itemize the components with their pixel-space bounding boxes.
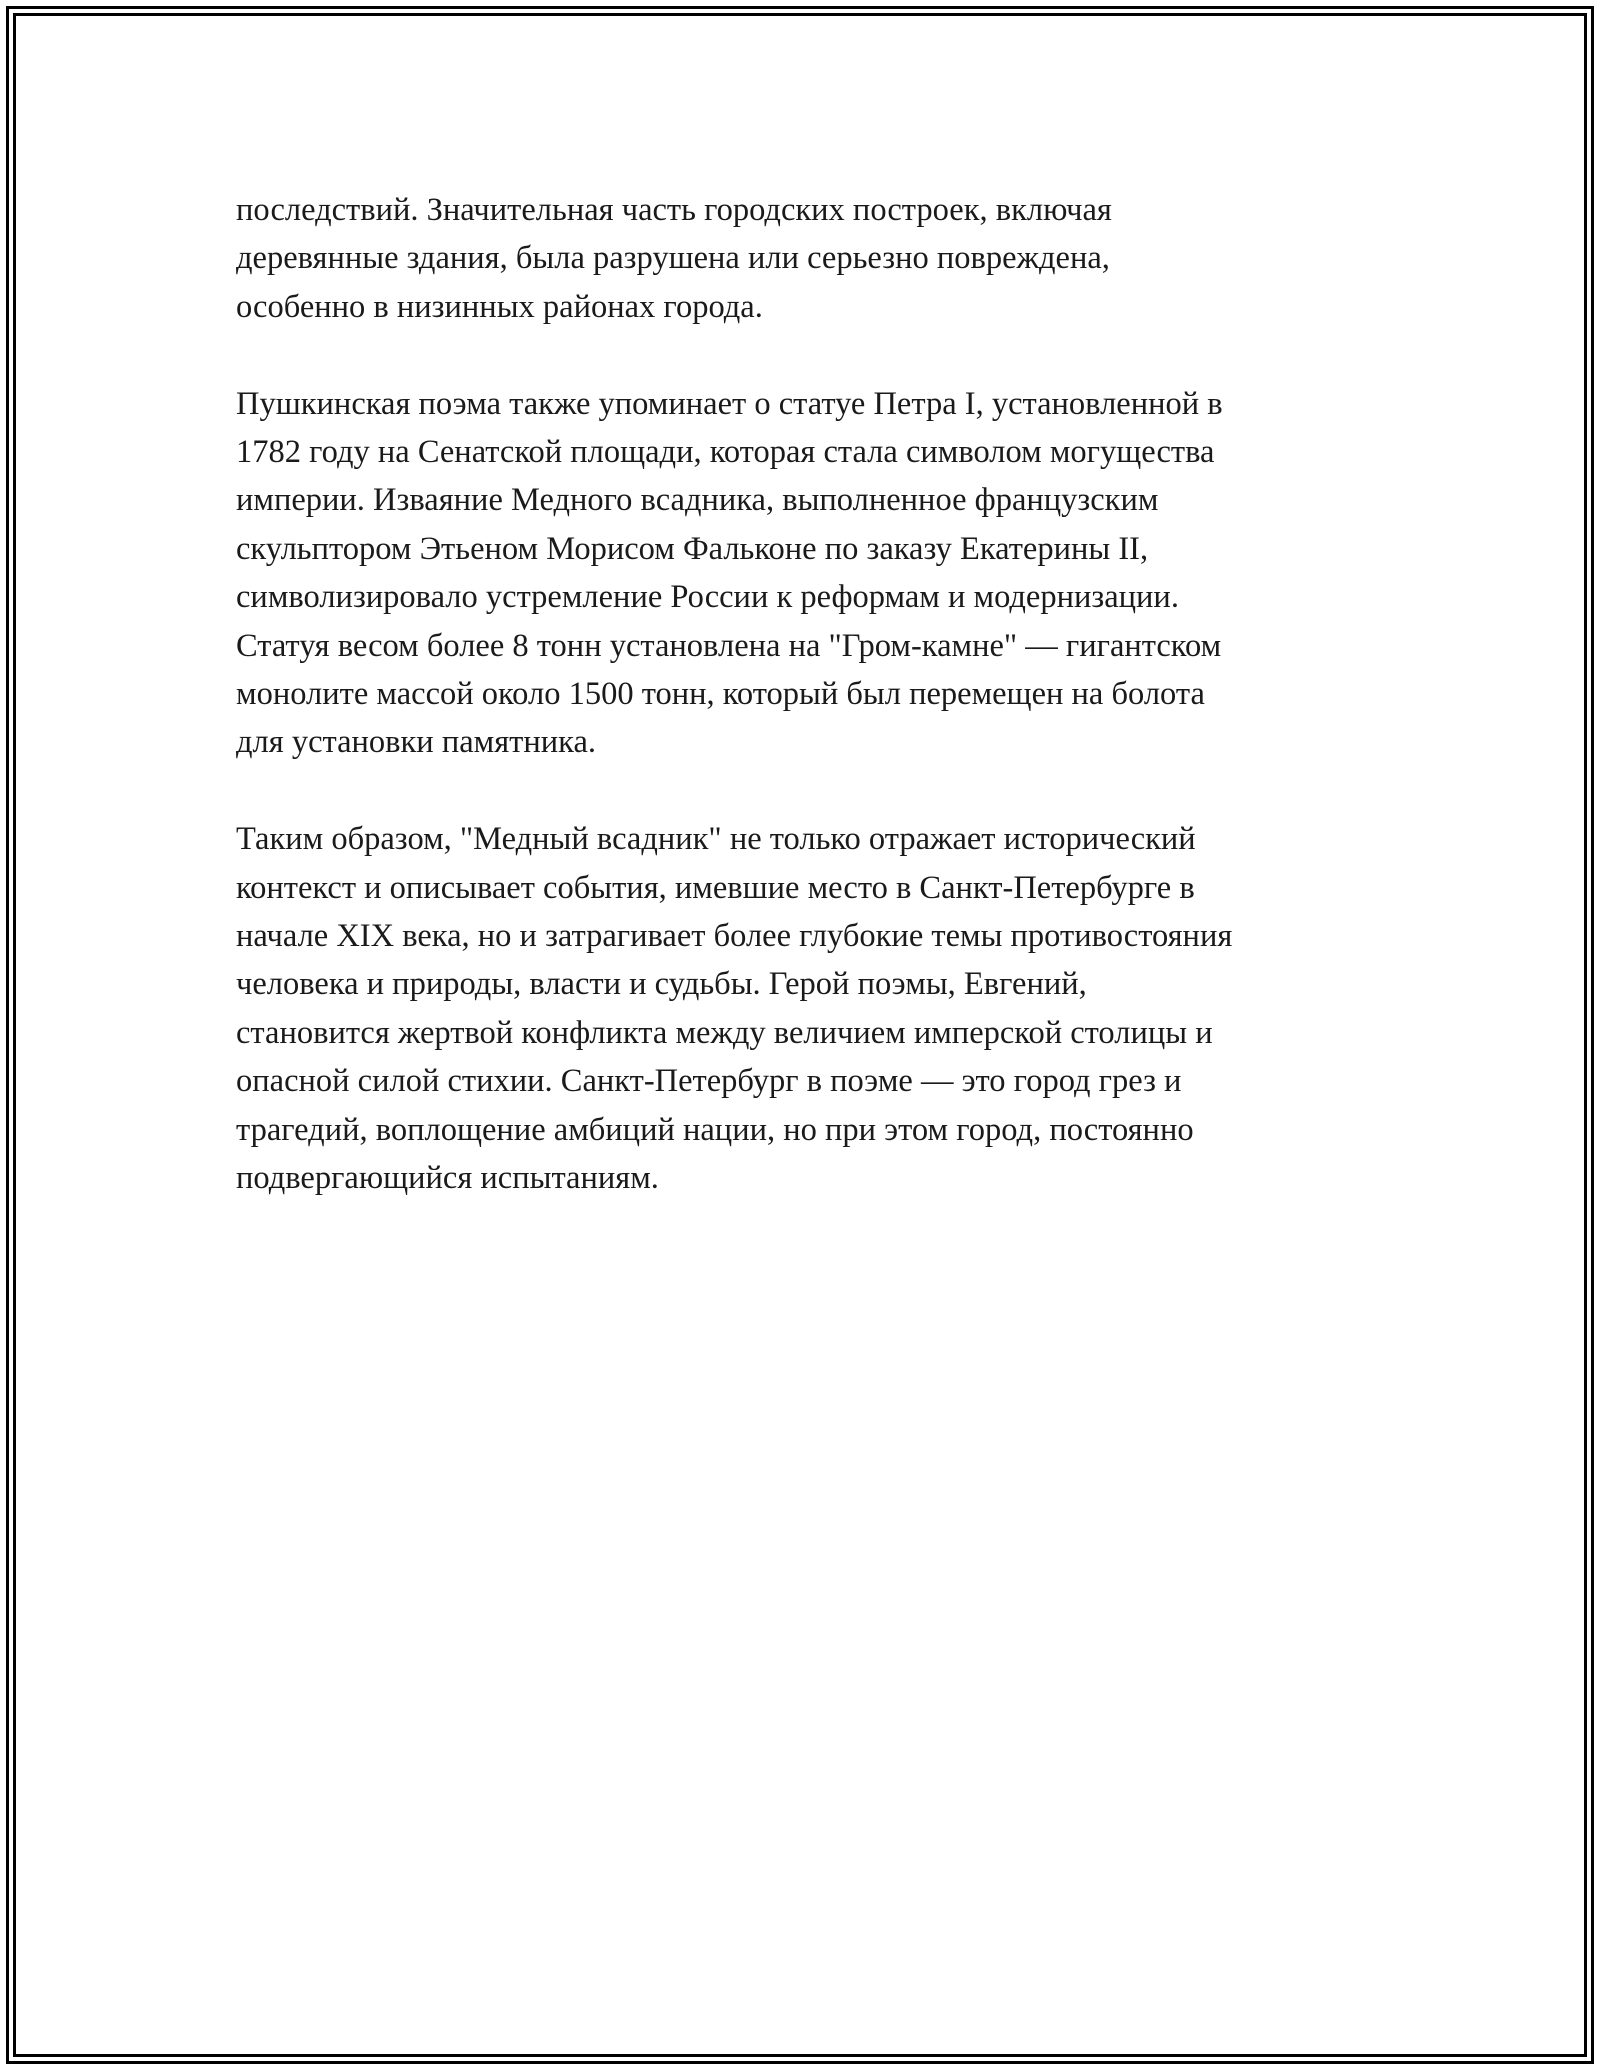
- text-line: деревянные здания, была разрушена или серьезно повреждена,: [236, 240, 1110, 277]
- document-body: [236, 186, 1416, 1251]
- text-line: для установки памятника.: [236, 724, 596, 761]
- text-line: особенно в низинных районах города.: [236, 288, 763, 325]
- paragraph-1: [236, 186, 1416, 331]
- text-line: последствий. Значительная часть городских построек, включая: [236, 192, 1112, 228]
- text-line: становится жертвой конфликта между величием имперской столицы и: [236, 1014, 1213, 1051]
- paragraph-3: [236, 815, 1416, 1202]
- text-line: скульптором Этьеном Морисом Фальконе по заказу Екатерины II,: [236, 530, 1149, 567]
- text-line: монолите массой около 1500 тонн, который был перемещен на болота: [236, 676, 1205, 713]
- text-line: человека и природы, власти и судьбы. Герой поэмы, Евгений,: [236, 966, 1087, 1003]
- text-line: Статуя весом более 8 тонн установлена на "Гром-камне" — гигантском: [236, 627, 1222, 664]
- text-line: Пушкинская поэма также упоминает о статуе Петра I, установленной в: [236, 385, 1223, 422]
- text-line: 1782 году на Сенатской площади, которая стала символом могущества: [236, 434, 1215, 471]
- text-line: империи. Изваяние Медного всадника, выполненное французским: [236, 482, 1159, 519]
- text-line: опасной силой стихии. Санкт-Петербург в поэме — это город грез и: [236, 1063, 1182, 1100]
- text-line: трагедий, воплощение амбиций нации, но при этом город, постоянно: [236, 1111, 1194, 1148]
- text-line: Таким образом, "Медный всадник" не только отражает исторический: [236, 821, 1196, 858]
- text-line: подвергающийся испытаниям.: [236, 1160, 659, 1197]
- paragraph-2: [236, 380, 1416, 767]
- text-line: контекст и описывает события, имевшие место в Санкт-Петербурге в: [236, 869, 1195, 906]
- text-line: символизировало устремление России к реформам и модернизации.: [236, 579, 1179, 616]
- text-line: начале XIX века, но и затрагивает более глубокие темы противостояния: [236, 918, 1233, 955]
